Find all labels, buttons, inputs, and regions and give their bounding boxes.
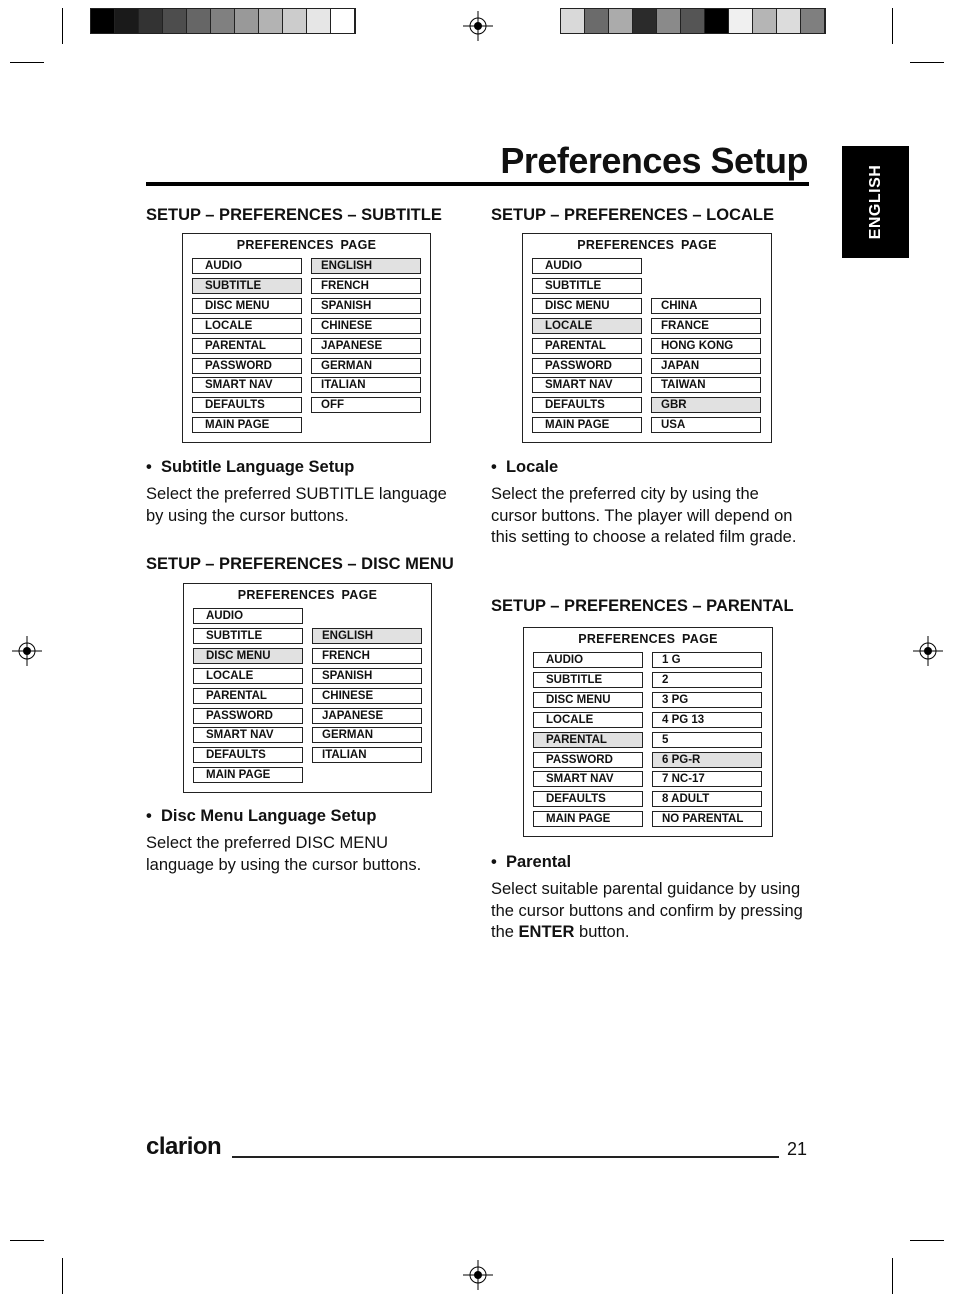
- menu-item-disc-menu[interactable]: DISC MENU: [532, 298, 642, 314]
- menu-item-main-page[interactable]: MAIN PAGE: [193, 767, 303, 783]
- option-item[interactable]: CHINA: [651, 298, 761, 314]
- menu-item-subtitle[interactable]: SUBTITLE: [533, 672, 643, 688]
- option-item[interactable]: 6 PG-R: [652, 752, 762, 768]
- option-item[interactable]: GBR: [651, 397, 761, 413]
- calibration-swatch: [585, 9, 609, 33]
- body-parental: [491, 879, 809, 944]
- panel-title: PREFERENCES PAGE: [578, 632, 718, 646]
- calibration-swatch: [609, 9, 633, 33]
- menu-item-smart-nav[interactable]: SMART NAV: [532, 377, 642, 393]
- option-item[interactable]: 1 G: [652, 652, 762, 668]
- bullet-parental: • Parental: [491, 853, 572, 871]
- calibration-swatch: [657, 9, 681, 33]
- menu-item-locale[interactable]: LOCALE: [193, 668, 303, 684]
- option-item[interactable]: OFF: [311, 397, 421, 413]
- option-item[interactable]: HONG KONG: [651, 338, 761, 354]
- menu-item-defaults[interactable]: DEFAULTS: [533, 791, 643, 807]
- body-disc-menu: Select the preferred DISC MENU language by using the cursor buttons.: [146, 834, 422, 874]
- language-tab: [842, 146, 909, 258]
- calibration-swatch: [187, 9, 211, 33]
- menu-item-audio[interactable]: AUDIO: [532, 258, 642, 274]
- menu-item-password[interactable]: PASSWORD: [532, 358, 642, 374]
- title-rule: [146, 182, 809, 186]
- calibration-swatch: [777, 9, 801, 33]
- calibration-swatch: [91, 9, 115, 33]
- option-item[interactable]: SPANISH: [311, 298, 421, 314]
- calibration-swatch: [163, 9, 187, 33]
- panel-title: PREFERENCES PAGE: [236, 238, 377, 252]
- calibration-swatch: [115, 9, 139, 33]
- page-title: Preferences Setup: [500, 140, 808, 181]
- bullet-parental-label: Parental: [505, 853, 572, 871]
- menu-item-defaults[interactable]: DEFAULTS: [532, 397, 642, 413]
- option-item[interactable]: ITALIAN: [312, 747, 422, 763]
- menu-item-audio[interactable]: AUDIO: [533, 652, 643, 668]
- menu-item-smart-nav[interactable]: SMART NAV: [192, 377, 302, 393]
- calibration-swatch: [729, 9, 753, 33]
- crop-mark: [910, 62, 944, 63]
- calibration-swatch: [705, 9, 729, 33]
- preferences-panel-disc-menu: [183, 583, 432, 793]
- option-item[interactable]: ENGLISH: [312, 628, 422, 644]
- registration-mark-icon: [463, 1260, 493, 1290]
- preferences-panel-subtitle: [182, 233, 431, 443]
- preferences-panel-parental: [523, 627, 773, 837]
- footer-rule: [232, 1156, 779, 1158]
- option-item[interactable]: FRENCH: [312, 648, 422, 664]
- preferences-panel-locale: [522, 233, 772, 443]
- menu-item-audio[interactable]: AUDIO: [193, 608, 303, 624]
- option-item[interactable]: 4 PG 13: [652, 712, 762, 728]
- calibration-swatch: [561, 9, 585, 33]
- crop-mark: [62, 8, 63, 44]
- option-item[interactable]: 2: [652, 672, 762, 688]
- menu-item-password[interactable]: PASSWORD: [192, 358, 302, 374]
- option-item[interactable]: FRENCH: [311, 278, 421, 294]
- calibration-swatch: [139, 9, 163, 33]
- menu-item-disc-menu[interactable]: DISC MENU: [533, 692, 643, 708]
- color-calibration-bar-left: [90, 8, 356, 34]
- calibration-swatch: [211, 9, 235, 33]
- calibration-swatch: [259, 9, 283, 33]
- option-item[interactable]: JAPANESE: [311, 338, 421, 354]
- page-number: 21: [787, 1139, 808, 1159]
- clarion-logo: clarion: [146, 1133, 222, 1160]
- body-subtitle: Select the preferred SUBTITLE language by using the cursor buttons.: [146, 485, 447, 525]
- registration-mark-icon: [12, 636, 42, 666]
- body-parental-text: Select suitable parental guidance by using the cursor buttons and confirm by pressing the: [491, 880, 803, 941]
- option-item[interactable]: NO PARENTAL: [652, 811, 762, 827]
- menu-item-main-page[interactable]: MAIN PAGE: [532, 417, 642, 433]
- option-item[interactable]: JAPANESE: [312, 708, 422, 724]
- enter-keyword: ENTER: [518, 923, 575, 941]
- option-item[interactable]: SPANISH: [312, 668, 422, 684]
- option-item[interactable]: GERMAN: [311, 358, 421, 374]
- option-item[interactable]: 8 ADULT: [652, 791, 762, 807]
- option-item[interactable]: ENGLISH: [311, 258, 421, 274]
- option-item[interactable]: ITALIAN: [311, 377, 421, 393]
- option-item[interactable]: CHINESE: [312, 688, 422, 704]
- bullet-subtitle: • Subtitle Language Setup: [146, 458, 355, 476]
- option-item[interactable]: CHINESE: [311, 318, 421, 334]
- registration-mark-icon: [913, 636, 943, 666]
- calibration-swatch: [235, 9, 259, 33]
- section-heading-parental: SETUP – PREFERENCES – PARENTAL: [491, 597, 794, 615]
- option-item[interactable]: 7 NC-17: [652, 771, 762, 787]
- bullet-locale-label: Locale: [505, 458, 559, 476]
- body-locale: Select the preferred city by using the cursor buttons. The player will depend on this setting to choose a related film grade.: [491, 485, 797, 546]
- menu-item-subtitle[interactable]: SUBTITLE: [532, 278, 642, 294]
- menu-item-defaults[interactable]: DEFAULTS: [192, 397, 302, 413]
- menu-item-smart-nav[interactable]: SMART NAV: [533, 771, 643, 787]
- crop-mark: [892, 1258, 893, 1294]
- menu-item-audio[interactable]: AUDIO: [192, 258, 302, 274]
- body-parental-end: button.: [574, 923, 630, 941]
- menu-item-defaults[interactable]: DEFAULTS: [193, 747, 303, 763]
- bullet-disc-menu: • Disc Menu Language Setup: [146, 807, 377, 825]
- menu-item-locale[interactable]: LOCALE: [533, 712, 643, 728]
- calibration-swatch: [753, 9, 777, 33]
- option-item[interactable]: JAPAN: [651, 358, 761, 374]
- calibration-swatch: [283, 9, 307, 33]
- menu-item-disc-menu[interactable]: DISC MENU: [192, 298, 302, 314]
- menu-item-subtitle[interactable]: SUBTITLE: [192, 278, 302, 294]
- menu-item-password[interactable]: PASSWORD: [193, 708, 303, 724]
- menu-item-smart-nav[interactable]: SMART NAV: [193, 727, 303, 743]
- crop-mark: [10, 62, 44, 63]
- bullet-disc-menu-label: Disc Menu Language Setup: [160, 807, 377, 825]
- bullet-locale: • Locale: [491, 458, 559, 476]
- menu-item-main-page[interactable]: MAIN PAGE: [192, 417, 302, 433]
- menu-item-parental[interactable]: PARENTAL: [532, 338, 642, 354]
- crop-mark: [62, 1258, 63, 1294]
- menu-item-disc-menu[interactable]: DISC MENU: [193, 648, 303, 664]
- calibration-swatch: [681, 9, 705, 33]
- option-item[interactable]: TAIWAN: [651, 377, 761, 393]
- menu-item-locale[interactable]: LOCALE: [192, 318, 302, 334]
- menu-item-password[interactable]: PASSWORD: [533, 752, 643, 768]
- option-item[interactable]: USA: [651, 417, 761, 433]
- menu-item-subtitle[interactable]: SUBTITLE: [193, 628, 303, 644]
- menu-item-main-page[interactable]: MAIN PAGE: [533, 811, 643, 827]
- color-calibration-bar-right: [560, 8, 826, 34]
- panel-title: PREFERENCES PAGE: [577, 238, 717, 252]
- section-heading-subtitle: SETUP – PREFERENCES – SUBTITLE: [146, 206, 442, 224]
- calibration-swatch: [801, 9, 825, 33]
- calibration-swatch: [331, 9, 355, 33]
- menu-item-parental[interactable]: PARENTAL: [533, 732, 643, 748]
- panel-title: PREFERENCES PAGE: [237, 588, 378, 602]
- crop-mark: [910, 1240, 944, 1241]
- section-heading-disc-menu: SETUP – PREFERENCES – DISC MENU: [146, 555, 454, 573]
- menu-item-parental[interactable]: PARENTAL: [193, 688, 303, 704]
- crop-mark: [10, 1240, 44, 1241]
- option-item[interactable]: 3 PG: [652, 692, 762, 708]
- option-item[interactable]: GERMAN: [312, 727, 422, 743]
- option-item[interactable]: 5: [652, 732, 762, 748]
- menu-item-locale[interactable]: LOCALE: [532, 318, 642, 334]
- registration-mark-icon: [463, 11, 493, 41]
- crop-mark: [892, 8, 893, 44]
- section-heading-locale: SETUP – PREFERENCES – LOCALE: [491, 206, 775, 224]
- language-tab-label: ENGLISH: [866, 164, 884, 240]
- option-item[interactable]: FRANCE: [651, 318, 761, 334]
- bullet-subtitle-label: Subtitle Language Setup: [160, 458, 355, 476]
- menu-item-parental[interactable]: PARENTAL: [192, 338, 302, 354]
- calibration-swatch: [633, 9, 657, 33]
- calibration-swatch: [307, 9, 331, 33]
